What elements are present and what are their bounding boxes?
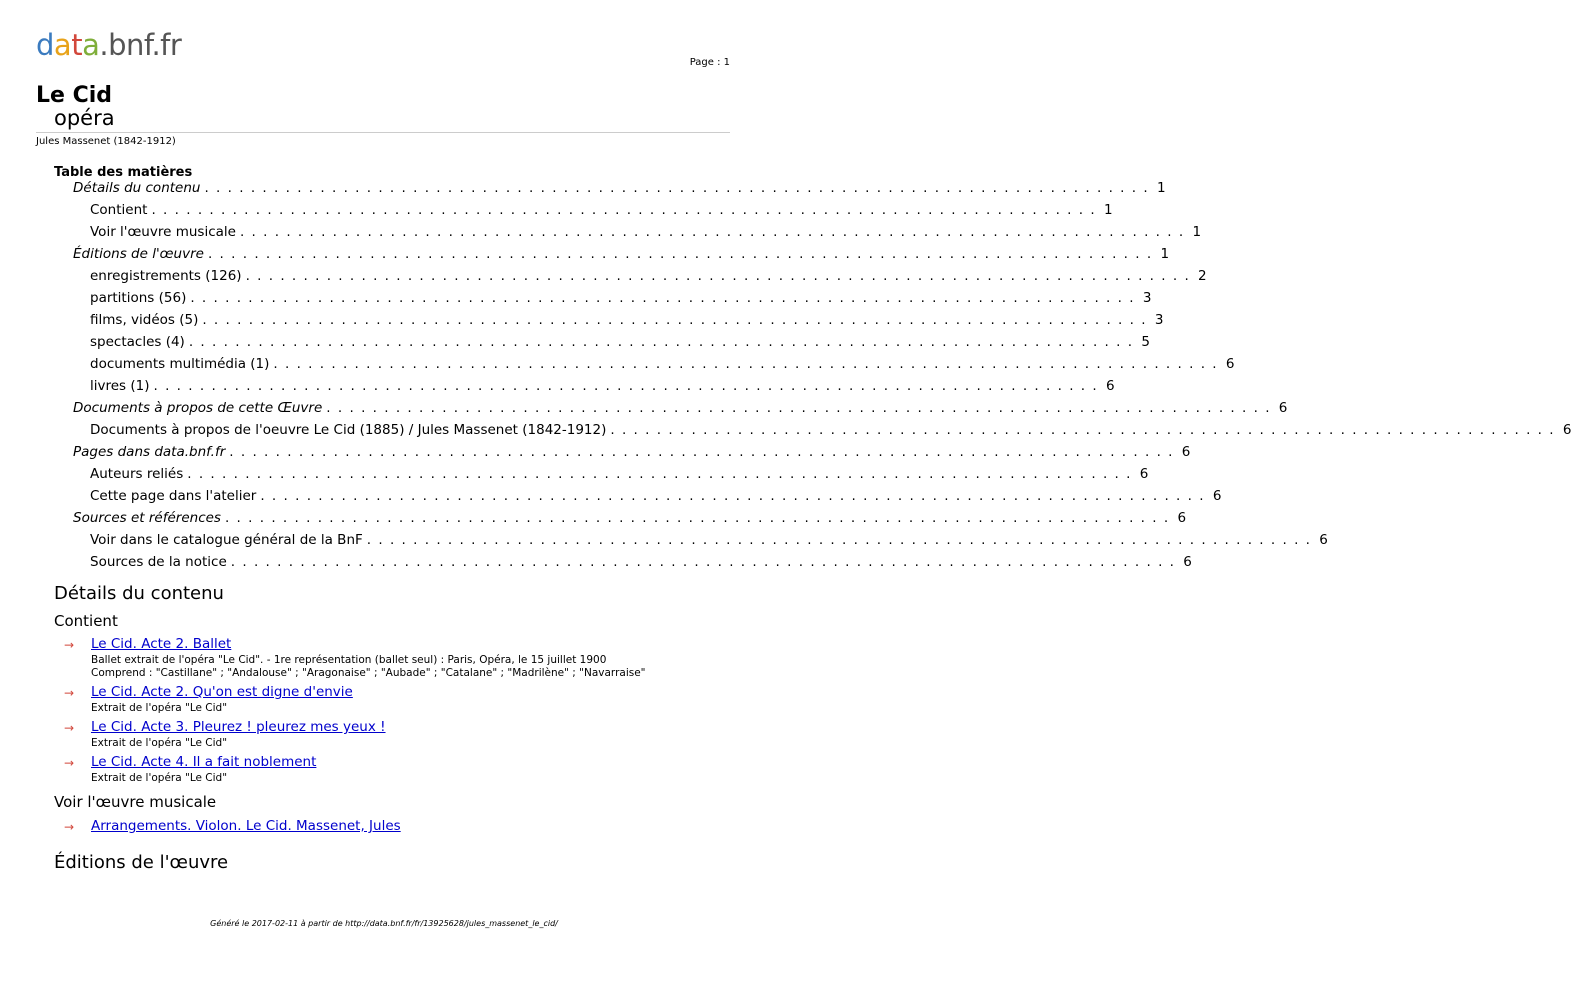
page-title: Le Cid (36, 83, 113, 108)
item-description: Extrait de l'opéra "Le Cid" (91, 737, 228, 749)
arrow-right-icon: → (64, 820, 75, 834)
toc-entry[interactable]: enregistrements (126) .................................................................................. 2 (90, 268, 1207, 284)
page-subtitle: opéra (54, 106, 115, 130)
subsection-heading-voir: Voir l'œuvre musicale (54, 793, 217, 811)
toc-entry[interactable]: Voir dans le catalogue général de la BnF .................................................................................. 6 (90, 532, 1328, 548)
item-description: Extrait de l'opéra "Le Cid" (91, 702, 228, 714)
arrow-right-icon: → (64, 686, 75, 700)
item-description: Ballet extrait de l'opéra "Le Cid". - 1re représentation (ballet seul) : Paris, Opéra, le 15 juillet 1900 Comprend : "Castillane" ; "Andalouse" ; "Aragonaise" ; "Aubade" ; "Catalane" ; "Madrilène" ; "Navarraise" (91, 654, 646, 679)
work-link[interactable]: Le Cid. Acte 2. Qu'on est digne d'envie (91, 684, 353, 700)
work-link[interactable]: Le Cid. Acte 2. Ballet (91, 636, 232, 652)
toc-entry[interactable]: livres (1) .................................................................................. 6 (90, 378, 1115, 394)
arrangement-link[interactable]: Arrangements. Violon. Le Cid. Massenet, Jules (91, 818, 401, 834)
work-link[interactable]: Le Cid. Acte 4. Il a fait noblement (91, 754, 317, 770)
toc-entry[interactable]: Cette page dans l'atelier .................................................................................. 6 (90, 488, 1222, 504)
subsection-heading-contient: Contient (54, 612, 118, 630)
item-description: Extrait de l'opéra "Le Cid" (91, 772, 228, 784)
section-heading-editions: Éditions de l'œuvre (54, 852, 229, 873)
toc-entry[interactable]: spectacles (4) .................................................................................. 5 (90, 334, 1150, 350)
toc-entry[interactable]: Auteurs reliés .................................................................................. 6 (90, 466, 1149, 482)
toc-entry[interactable]: Pages dans data.bnf.fr .................................................................................. 6 (73, 444, 1191, 460)
arrow-right-icon: → (64, 756, 75, 770)
work-link[interactable]: Le Cid. Acte 3. Pleurez ! pleurez mes yeux ! (91, 719, 386, 735)
toc-entry[interactable]: Sources de la notice .................................................................................. 6 (90, 554, 1192, 570)
toc-heading: Table des matières (54, 165, 193, 180)
toc-entry[interactable]: Voir l'œuvre musicale .................................................................................. 1 (90, 224, 1202, 240)
title-divider (36, 132, 730, 133)
toc-entry[interactable]: Contient .................................................................................. 1 (90, 202, 1113, 218)
toc-entry[interactable]: partitions (56) .................................................................................. 3 (90, 290, 1152, 306)
section-heading-details: Détails du contenu (54, 583, 224, 604)
toc-entry[interactable]: Documents à propos de cette Œuvre .................................................................................. 6 (73, 400, 1288, 416)
toc-entry[interactable]: Détails du contenu .................................................................................. 1 (73, 180, 1166, 196)
toc-entry[interactable]: Sources et références .................................................................................. 6 (73, 510, 1187, 526)
page-number: Page : 1 (689, 57, 730, 68)
toc-entry[interactable]: Documents à propos de l'oeuvre Le Cid (1885) / Jules Massenet (1842-1912) .................................................................................. 6 (90, 422, 1571, 438)
arrow-right-icon: → (64, 721, 75, 735)
arrow-right-icon: → (64, 638, 75, 652)
author-line: Jules Massenet (1842-1912) (36, 136, 176, 147)
logo: data.bnf.fr (36, 28, 182, 62)
footer-generated-note: Généré le 2017-02-11 à partir de http://data.bnf.fr/fr/13925628/jules_massenet_le_cid/ (210, 919, 558, 928)
toc-entry[interactable]: films, vidéos (5) .................................................................................. 3 (90, 312, 1164, 328)
toc-entry[interactable]: documents multimédia (1) .................................................................................. 6 (90, 356, 1235, 372)
toc-entry[interactable]: Éditions de l'œuvre .................................................................................. 1 (73, 246, 1170, 262)
